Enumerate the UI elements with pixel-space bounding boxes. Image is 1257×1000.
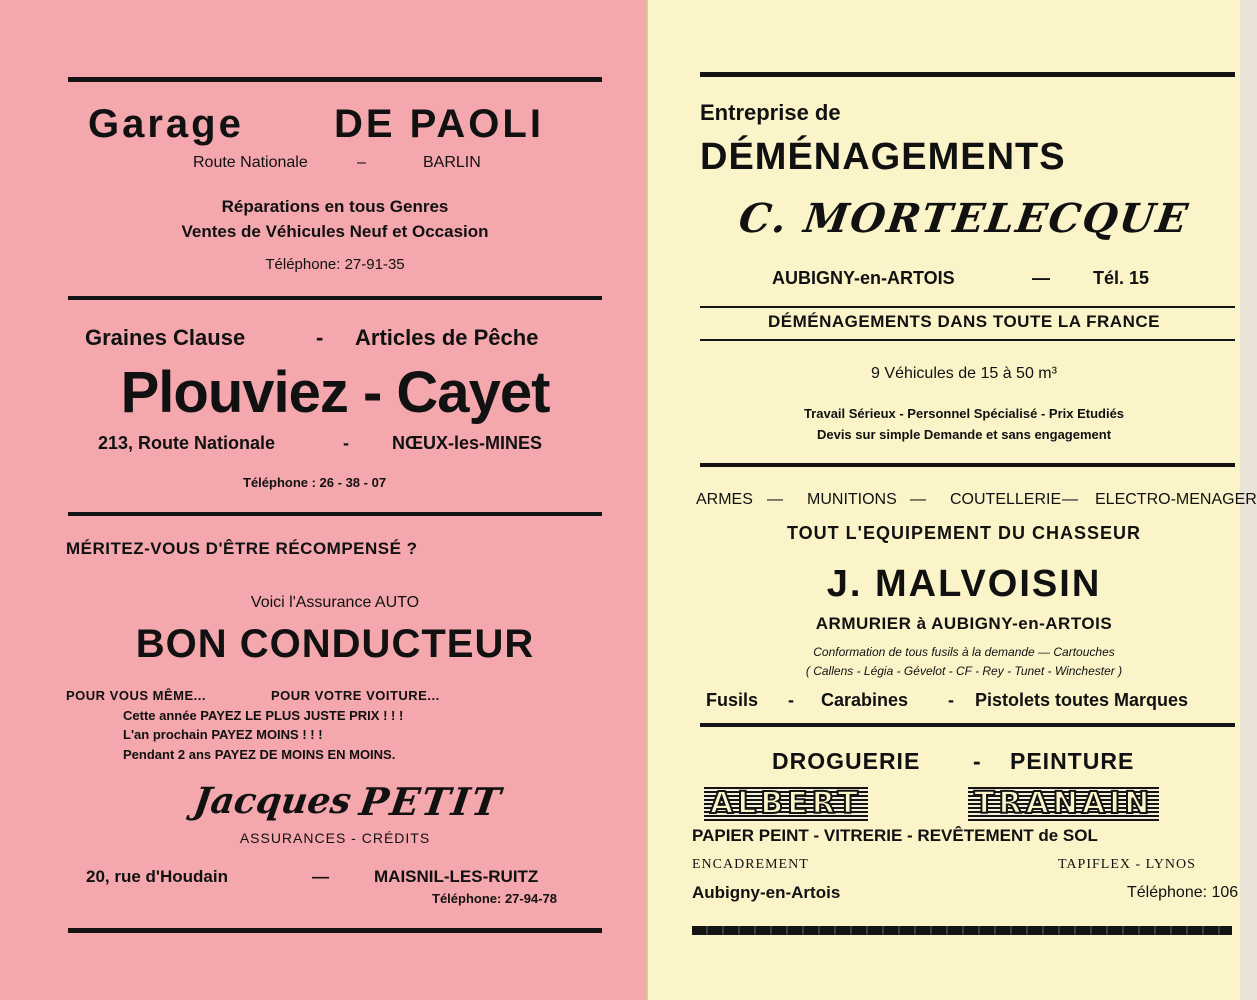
malvoisin-cat-sep-2: — — [910, 491, 926, 508]
garage-name: DE PAOLI — [334, 102, 544, 146]
tranain-brands: TAPIFLEX - LYNOS — [1058, 857, 1196, 872]
rule-divider-2 — [68, 512, 602, 516]
malvoisin-cat-sep-3: — — [1062, 491, 1078, 508]
malvoisin-cat-4: ELECTRO-MENAGER — [1095, 491, 1257, 508]
petit-line-2: L'an prochain PAYEZ MOINS ! ! ! — [123, 727, 323, 742]
petit-address: 20, rue d'Houdain — [86, 867, 228, 886]
tranain-services: PAPIER PEINT - VITRERIE - REVÊTEMENT de SOL — [692, 826, 1098, 845]
rule-divider-right-1 — [700, 463, 1235, 467]
garage-road: Route Nationale — [193, 154, 308, 171]
malvoisin-equip: TOUT L'EQUIPEMENT DU CHASSEUR — [787, 523, 1141, 543]
tranain-encadrement: ENCADREMENT — [692, 857, 809, 872]
tranain-phone: Téléphone: 106 — [1127, 884, 1239, 901]
tranain-town: Aubigny-en-Artois — [692, 883, 841, 902]
garage-line-2: Ventes de Véhicules Neuf et Occasion — [181, 222, 489, 241]
plouviez-town: NŒUX-les-MINES — [392, 433, 543, 453]
rule-divider-right-2 — [700, 723, 1235, 727]
plouviez-address: 213, Route Nationale — [98, 433, 276, 453]
malvoisin-word-2: Carabines — [821, 690, 909, 710]
petit-pour-2: POUR VOTRE VOITURE... — [271, 688, 440, 703]
petit-dash: — — [312, 867, 329, 886]
plouviez-item-1: Graines Clause — [85, 325, 246, 350]
mortelecque-tel: Tél. 15 — [1093, 268, 1150, 288]
petit-signature-first: Jacques — [191, 780, 354, 822]
banner-rule-bottom — [700, 339, 1235, 341]
petit-headline: BON CONDUCTEUR — [135, 622, 535, 666]
plouviez-phone: Téléphone : 26 - 38 - 07 — [243, 475, 387, 490]
top-rule — [68, 77, 602, 82]
tranain-logo-last: TRANAIN — [968, 787, 1159, 821]
rule-divider-1 — [68, 296, 602, 300]
right-page — [648, 0, 1257, 1000]
malvoisin-role: ARMURIER à AUBIGNY-en-ARTOIS — [815, 614, 1113, 633]
petit-services: ASSURANCES - CRÉDITS — [239, 830, 431, 846]
plouviez-sep: - — [316, 325, 324, 350]
malvoisin-cat-1: ARMES — [696, 491, 753, 508]
petit-line-3: Pendant 2 ans PAYEZ DE MOINS EN MOINS. — [123, 747, 396, 762]
petit-pour-1: POUR VOUS MÊME... — [66, 688, 206, 703]
mortelecque-vehicles: 9 Véhicules de 15 à 50 m³ — [871, 365, 1057, 382]
tranain-word-1: DROGUERIE — [772, 748, 921, 774]
mortelecque-title: DÉMÉNAGEMENTS — [700, 136, 1066, 178]
petit-phone: Téléphone: 27-94-78 — [432, 891, 557, 906]
garage-town: BARLIN — [423, 154, 481, 171]
garage-dash: – — [357, 154, 366, 171]
plouviez-name: Plouviez - Cayet — [120, 360, 550, 425]
malvoisin-name: J. MALVOISIN — [826, 563, 1102, 605]
tranain-sep: - — [973, 748, 981, 774]
mortelecque-line-2: Devis sur simple Demande et sans engagement — [816, 427, 1112, 442]
mortelecque-banner: DÉMÉNAGEMENTS DANS TOUTE LA FRANCE — [768, 312, 1160, 331]
mortelecque-name: C. MORTELECQUE — [735, 195, 1193, 242]
tranain-word-2: PEINTURE — [1010, 748, 1135, 774]
mortelecque-pre: Entreprise de — [700, 100, 841, 125]
petit-line-1: Cette année PAYEZ LE PLUS JUSTE PRIX ! ! ! — [123, 708, 404, 723]
mortelecque-line-1: Travail Sérieux - Personnel Spécialisé - Prix Etudiés — [803, 406, 1125, 421]
banner-rule-top — [700, 306, 1235, 308]
malvoisin-word-3: Pistolets toutes Marques — [975, 690, 1189, 710]
malvoisin-cat-2: MUNITIONS — [807, 491, 897, 508]
mortelecque-dash: — — [1032, 268, 1050, 288]
petit-intro: Voici l'Assurance AUTO — [250, 594, 420, 611]
mortelecque-town: AUBIGNY-en-ARTOIS — [772, 268, 955, 288]
garage-line-1: Réparations en tous Genres — [221, 197, 449, 216]
bottom-dash-rule — [692, 926, 1232, 935]
malvoisin-brands: ( Callens - Légia - Gévelot - CF - Rey - Tunet - Winchester ) — [805, 664, 1123, 678]
malvoisin-cat-3: COUTELLERIE — [950, 491, 1062, 508]
malvoisin-sep-1: - — [788, 690, 794, 710]
garage-phone: Téléphone: 27-91-35 — [265, 256, 405, 273]
malvoisin-word-1: Fusils — [706, 690, 759, 710]
bottom-rule — [68, 928, 602, 933]
petit-signature-last: PETIT — [356, 779, 506, 824]
petit-question: MÉRITEZ-VOUS D'ÊTRE RÉCOMPENSÉ ? — [66, 539, 418, 558]
plouviez-item-2: Articles de Pêche — [355, 325, 539, 350]
malvoisin-cat-sep-1: — — [767, 491, 783, 508]
tranain-logo-first: ALBERT — [704, 787, 868, 821]
petit-town: MAISNIL-LES-RUITZ — [374, 867, 539, 886]
malvoisin-sep-2: - — [948, 690, 954, 710]
garage-word: Garage — [88, 102, 244, 146]
plouviez-sep-2: - — [343, 433, 349, 453]
top-rule-right — [700, 72, 1235, 77]
malvoisin-conformation: Conformation de tous fusils à la demande — Cartouches — [813, 645, 1115, 659]
